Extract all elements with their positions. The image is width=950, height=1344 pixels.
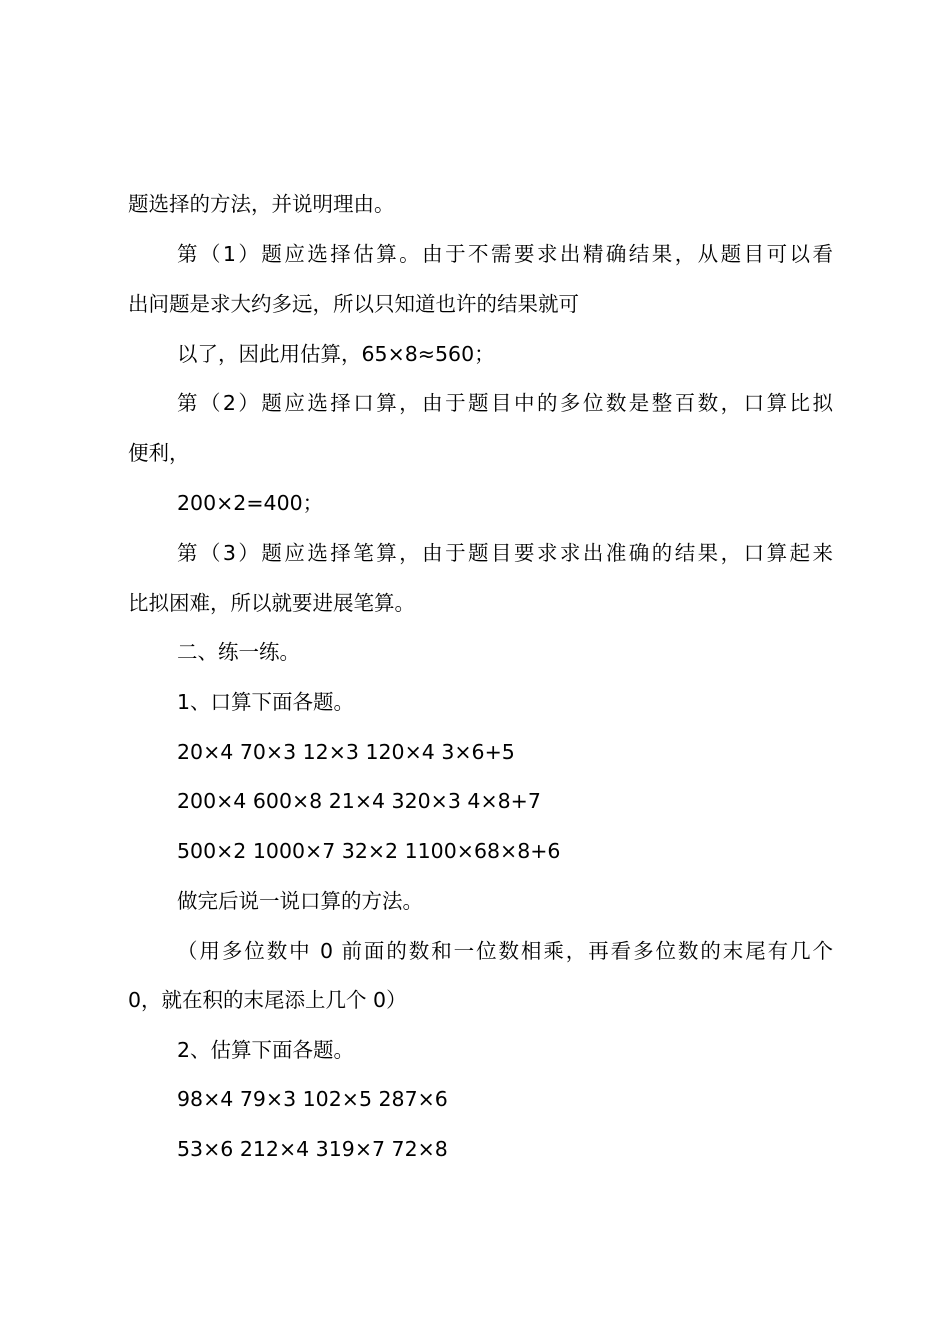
text-line: 比拟困难，所以就要进展笔算。	[128, 591, 415, 615]
text-line: 200×2=400；	[177, 491, 324, 515]
exercise-row: 98×4 79×3 102×5 287×6	[177, 1087, 448, 1111]
section-heading: 二、练一练。	[177, 640, 300, 664]
text-line: 第（2）题应选择口算，由于题目中的多位数是整百数，口算比拟	[177, 391, 833, 415]
text-line: 第（3）题应选择笔算，由于题目要求求出准确的结果，口算起来	[177, 541, 833, 565]
question-heading: 2、估算下面各题。	[177, 1038, 355, 1062]
text-line: 以了，因此用估算，65×8≈560；	[177, 342, 495, 366]
text-line: 便利，	[128, 441, 190, 465]
question-heading: 1、口算下面各题。	[177, 690, 355, 714]
text-line: 出问题是求大约多远，所以只知道也许的结果就可	[128, 292, 579, 316]
exercise-row: 500×2 1000×7 32×2 1100×68×8+6	[177, 839, 561, 863]
text-line: 题选择的方法，并说明理由。	[128, 192, 395, 216]
text-line: （用多位数中 0 前面的数和一位数相乘，再看多位数的末尾有几个	[177, 939, 833, 963]
exercise-row: 53×6 212×4 319×7 72×8	[177, 1137, 448, 1161]
exercise-row: 20×4 70×3 12×3 120×4 3×6+5	[177, 740, 515, 764]
text-line: 0，就在积的末尾添上几个 0）	[128, 988, 407, 1012]
text-line: 第（1）题应选择估算。由于不需要求出精确结果，从题目可以看	[177, 242, 833, 266]
text-line: 做完后说一说口算的方法。	[177, 889, 423, 913]
exercise-row: 200×4 600×8 21×4 320×3 4×8+7	[177, 789, 541, 813]
